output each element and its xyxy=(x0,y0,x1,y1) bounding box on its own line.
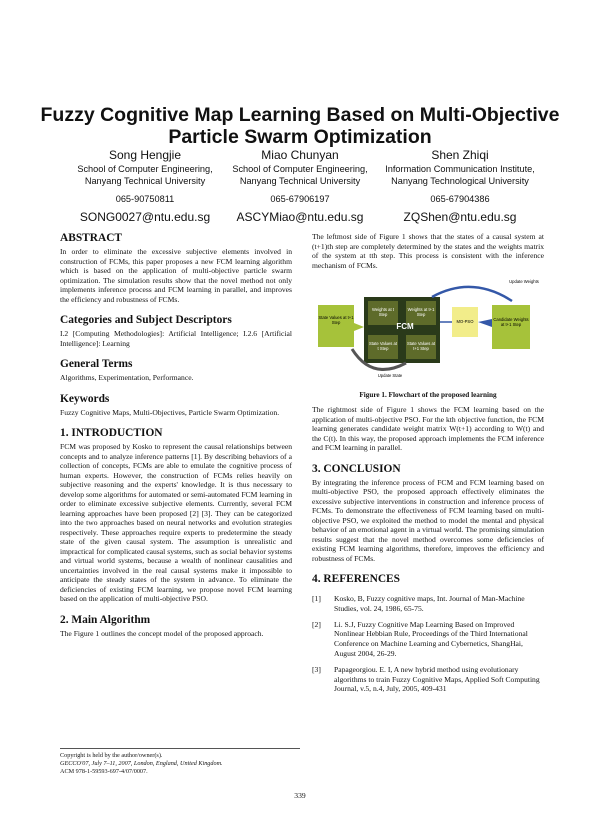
right-column xyxy=(312,232,544,700)
author-phone: 065-90750811 xyxy=(115,194,175,204)
abstract-text: In order to eliminate the excessive subjective elements involved in construction of FCMs, this paper proposes a new FCM learning algorithm which is based on the application of multi-objective particle swarm optimization. The simulation results show that the novel method not only implements inference process and FCM learning in parallel, and improves the efficiency and robustness of FCMs. xyxy=(60,247,292,304)
author-affiliation: Nanyang Technological University xyxy=(391,176,529,186)
page-number: 339 xyxy=(294,791,306,800)
reference-number: [2] xyxy=(312,619,321,629)
figure-intro-text: The leftmost side of Figure 1 shows that the states of a causal system at (t+1)th step are completely determined by the states and the weights matrix of the system at tth step. This process is consistent with the inference mechanism of FCMs. xyxy=(312,232,544,270)
author-name: Shen Zhiqi xyxy=(431,148,489,162)
left-state-box xyxy=(318,305,354,347)
references-heading: 4. REFERENCES xyxy=(312,573,400,585)
node-state-t-label: State Values at t Step xyxy=(368,341,398,351)
figure-caption: Figure 1. Flowchart of the proposed learning xyxy=(359,391,497,399)
copyright-line: Copyright is held by the author/owner(s). xyxy=(60,752,163,759)
left-column xyxy=(60,232,292,638)
author-email: ZQShen@ntu.edu.sg xyxy=(403,210,517,224)
update-weights-arrow xyxy=(432,287,512,301)
categories-text: I.2 [Computing Methodologies]: Artificial Intelligence; I.2.6 [Artificial Intelligence]: Learning xyxy=(60,329,292,348)
paper-title: Fuzzy Cognitive Map Learning Based on Multi-Objective Particle Swarm Optimization xyxy=(40,104,560,148)
node-weights-label: Weights at t Step xyxy=(371,307,395,317)
reference-item xyxy=(312,665,544,694)
introduction-text: FCM was proposed by Kosko to represent the causal relationships between concepts and to analyze inference patterns [1]. By describing behaviors of a collection of concepts, FCMs are able to emulate the cognitive process of human experts. However, the construction of FCMs relies heavily on subjective reasoning and the experts' knowledge. It is thus necessary to develop some algorithms for automated or semi-automated FCM learning in order to eliminate excessive subjective elements. Currently, several FCM learning approaches have been proposed [2] [3]. They can be categorized into the two approaches based on neural networks and evolution strategies respectively. These approaches require experts to predetermine the steady state of the given causal system. The assumption is unrealistic and impractical for complicated causal systems, such as social behavior systems and virtual world systems, because a wealth of nonlinear causalities and uncertainties involved in the real causal systems make it impossible to anticipate the steady states of the system in advance. To eliminate the deficiencies of existing FCM learning, we propose novel FCM learning based on the application of multi-objective PSO. xyxy=(60,442,292,603)
node-left-label: State Values at t+1 Step xyxy=(318,315,354,325)
author-email: SONG0027@ntu.edu.sg xyxy=(79,210,211,224)
copyright-line: GECCO'07, July 7–11, 2007, London, England, United Kingdom. xyxy=(60,760,223,767)
node-state-c-label: State Values at t+1 Step xyxy=(406,341,436,351)
author-email: ASCYMiao@ntu.edu.sg xyxy=(236,210,364,224)
categories-heading: Categories and Subject Descriptors xyxy=(60,314,232,326)
reference-text: Papageorgiou. E. I, A new hybrid method using evolutionary algorithms to train Fuzzy Cognitive Maps, Applied Soft Computing Journal, v.5, n.4, July, 2005, 409-431 xyxy=(334,664,540,694)
reference-text: Kosko, B, Fuzzy cognitive maps, Int. Journal of Man-Machine Studies, vol. 24, 1986, 65-75. xyxy=(334,594,525,613)
reference-item xyxy=(312,594,544,614)
flowchart-graphic xyxy=(312,277,544,387)
terms-heading: General Terms xyxy=(60,358,133,370)
author-phone: 065-67904386 xyxy=(430,194,490,204)
arrow-head-left xyxy=(354,323,364,331)
node-candidate-label: Candidate Weights at t+1 Step xyxy=(493,317,529,327)
candidate-weights-box xyxy=(492,305,530,349)
author-affiliation: Nanyang Technical University xyxy=(84,176,206,186)
reference-number: [1] xyxy=(312,594,321,603)
conclusion-text: By integrating the inference process of FCM and FCM learning based on multi-objective PSO, the proposed approach effectively eliminates the excessive subjective interventions in construction and inference process of FCMs. To demonstrate the effectiveness of FCM learning based on multi-objective PSO, we exploited the method to model the mental and physical behavior of an emotional agent in a virtual world. The promising simulation results suggest that the novel method overcomes some deficiencies of existing FCM learning algorithms, therefore, improves the efficiency and robustness of FCMs. xyxy=(312,477,544,563)
author-phone: 065-67906197 xyxy=(270,194,330,204)
keywords-text: Fuzzy Cognitive Maps, Multi-Objectives, Particle Swarm Optimization. xyxy=(60,407,280,417)
author-affiliation: School of Computer Engineering, xyxy=(232,164,368,174)
node-update-weights-label: Update Weights xyxy=(509,279,539,284)
author-affiliation: Information Communication Institute, xyxy=(385,164,535,174)
reference-item xyxy=(312,620,544,659)
keywords-heading: Keywords xyxy=(60,392,110,405)
abstract-heading: ABSTRACT xyxy=(60,232,123,244)
figure-1 xyxy=(312,277,544,387)
introduction-heading: 1. INTRODUCTION xyxy=(60,427,163,439)
author-name: Miao Chunyan xyxy=(261,148,339,162)
node-pso-label: MO-PSO xyxy=(456,319,474,324)
author-name: Song Hengjie xyxy=(108,148,182,162)
main-algorithm-text: The Figure 1 outlines the concept model of the proposed approach. xyxy=(60,628,264,638)
main-algorithm-heading: 2. Main Algorithm xyxy=(60,613,151,626)
conclusion-heading: 3. CONCLUSION xyxy=(312,462,401,475)
node-fcm-label: FCM xyxy=(396,322,414,331)
arrow-head-right xyxy=(478,319,492,327)
copyright-footnote xyxy=(60,748,300,776)
author-block-1 xyxy=(70,148,220,225)
author-block-2 xyxy=(225,148,375,225)
node-weights2-label: Weights at t+1 Step xyxy=(407,307,435,317)
author-affiliation: School of Computer Engineering, xyxy=(77,164,213,174)
copyright-line: ACM 978-1-59593-697-4/07/0007. xyxy=(60,768,148,775)
reference-number: [3] xyxy=(312,664,321,674)
reference-text: Li. S.J, Fuzzy Cognitive Map Learning Based on Improved Nonlinear Hebbian Rule, Proceedings of the Third International Conference on Machine Learning and Cybernetics, ShangHai, August 2004, 26-29. xyxy=(334,619,528,658)
figure-explain-text: The rightmost side of Figure 1 shows the FCM learning based on the application of multi-objective PSO. For the kth objective function, the FCM learning generates candidate weight matrix W(t+1) according to W(t) and the C(t). In this way, the proposed approach implements the FCM inference and FCM learning in parallel. xyxy=(312,405,544,452)
node-update-state-label: Update State xyxy=(377,373,403,378)
author-block-3 xyxy=(380,148,540,225)
author-affiliation: Nanyang Technical University xyxy=(239,176,361,186)
terms-text: Algorithms, Experimentation, Performance. xyxy=(60,373,194,382)
